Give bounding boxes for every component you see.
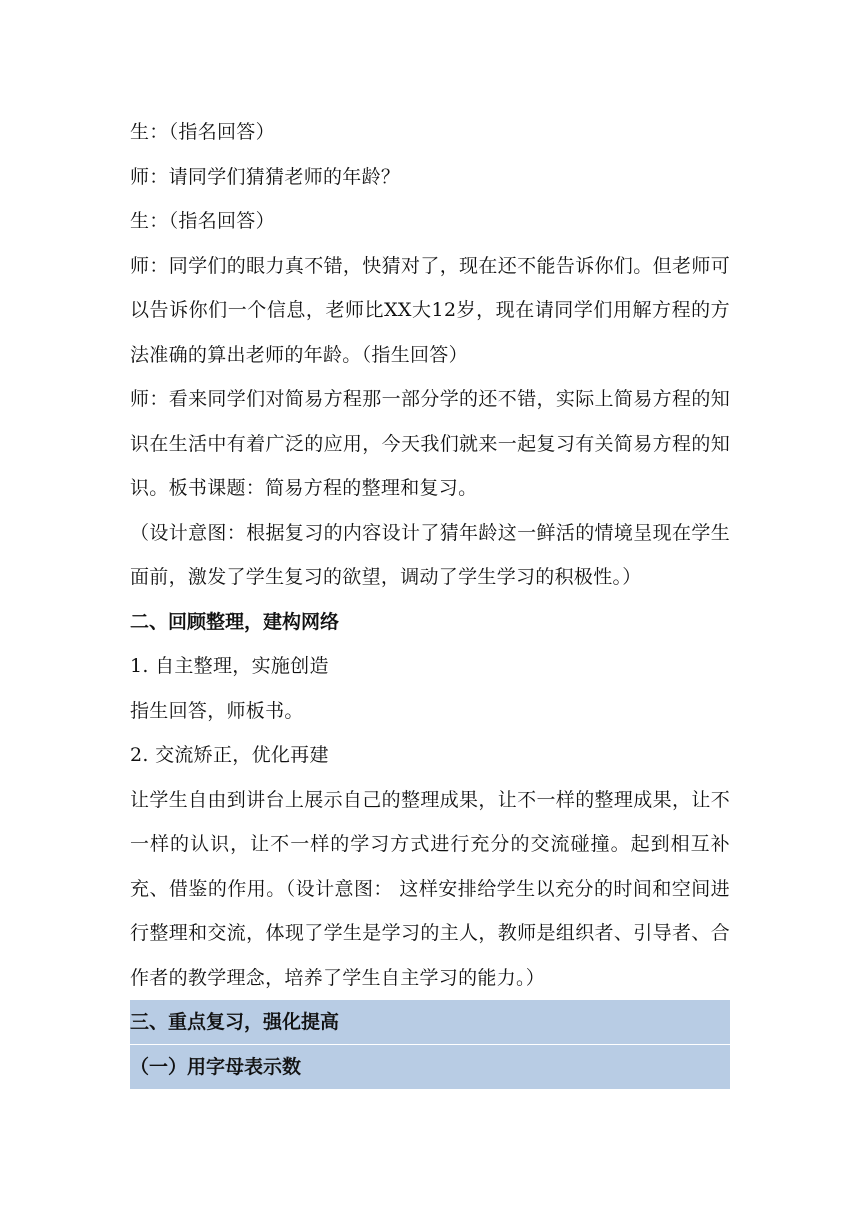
dialogue-line: 生：（指名回答）: [130, 121, 275, 143]
subsection-title: 2. 交流矫正，优化再建: [130, 744, 329, 766]
document-page: [130, 110, 730, 1089]
dialogue-line: 生：（指名回答）: [130, 210, 275, 232]
section-heading: 二、回顾整理，建构网络: [130, 610, 340, 633]
dialogue-paragraph: 师：看来同学们对简易方程那一部分学的还不错，实际上简易方程的知识在生活中有着广泛的应用，今天我们就来一起复习有关简易方程的知识。板书课题：简易方程的整理和复习。: [130, 388, 730, 499]
body-line: 指生回答，师板书。: [130, 699, 304, 722]
subsection-title: 1. 自主整理，实施创造: [130, 655, 329, 677]
body-paragraph: 让学生自由到讲台上展示自己的整理成果，让不一样的整理成果，让不一样的认识，让不一样的学习方式进行充分的交流碰撞。起到相互补充、借鉴的作用。（设计意图： 这样安排给学生以充分的时间和空间进行整理和交流，体现了学生是学习的主人，教师是组织者、引导者、合作者的教学理念，培养了学生自主学习的能力。）: [130, 788, 730, 989]
subsection-heading-shaded: （一）用字母表示数: [130, 1045, 730, 1090]
dialogue-line: 师：请同学们猜猜老师的年龄？: [130, 165, 401, 188]
dialogue-paragraph: 师：同学们的眼力真不错，快猜对了，现在还不能告诉你们。但老师可以告诉你们一个信息，老师比XX大12岁，现在请同学们用解方程的方法准确的算出老师的年龄。（指生回答）: [130, 254, 730, 366]
design-intent-paragraph: （设计意图：根据复习的内容设计了猜年龄这一鲜活的情境呈现在学生面前，激发了学生复习的欲望，调动了学生学习的积极性。）: [130, 521, 730, 588]
section-heading-shaded: 三、重点复习，强化提高: [130, 1000, 730, 1045]
